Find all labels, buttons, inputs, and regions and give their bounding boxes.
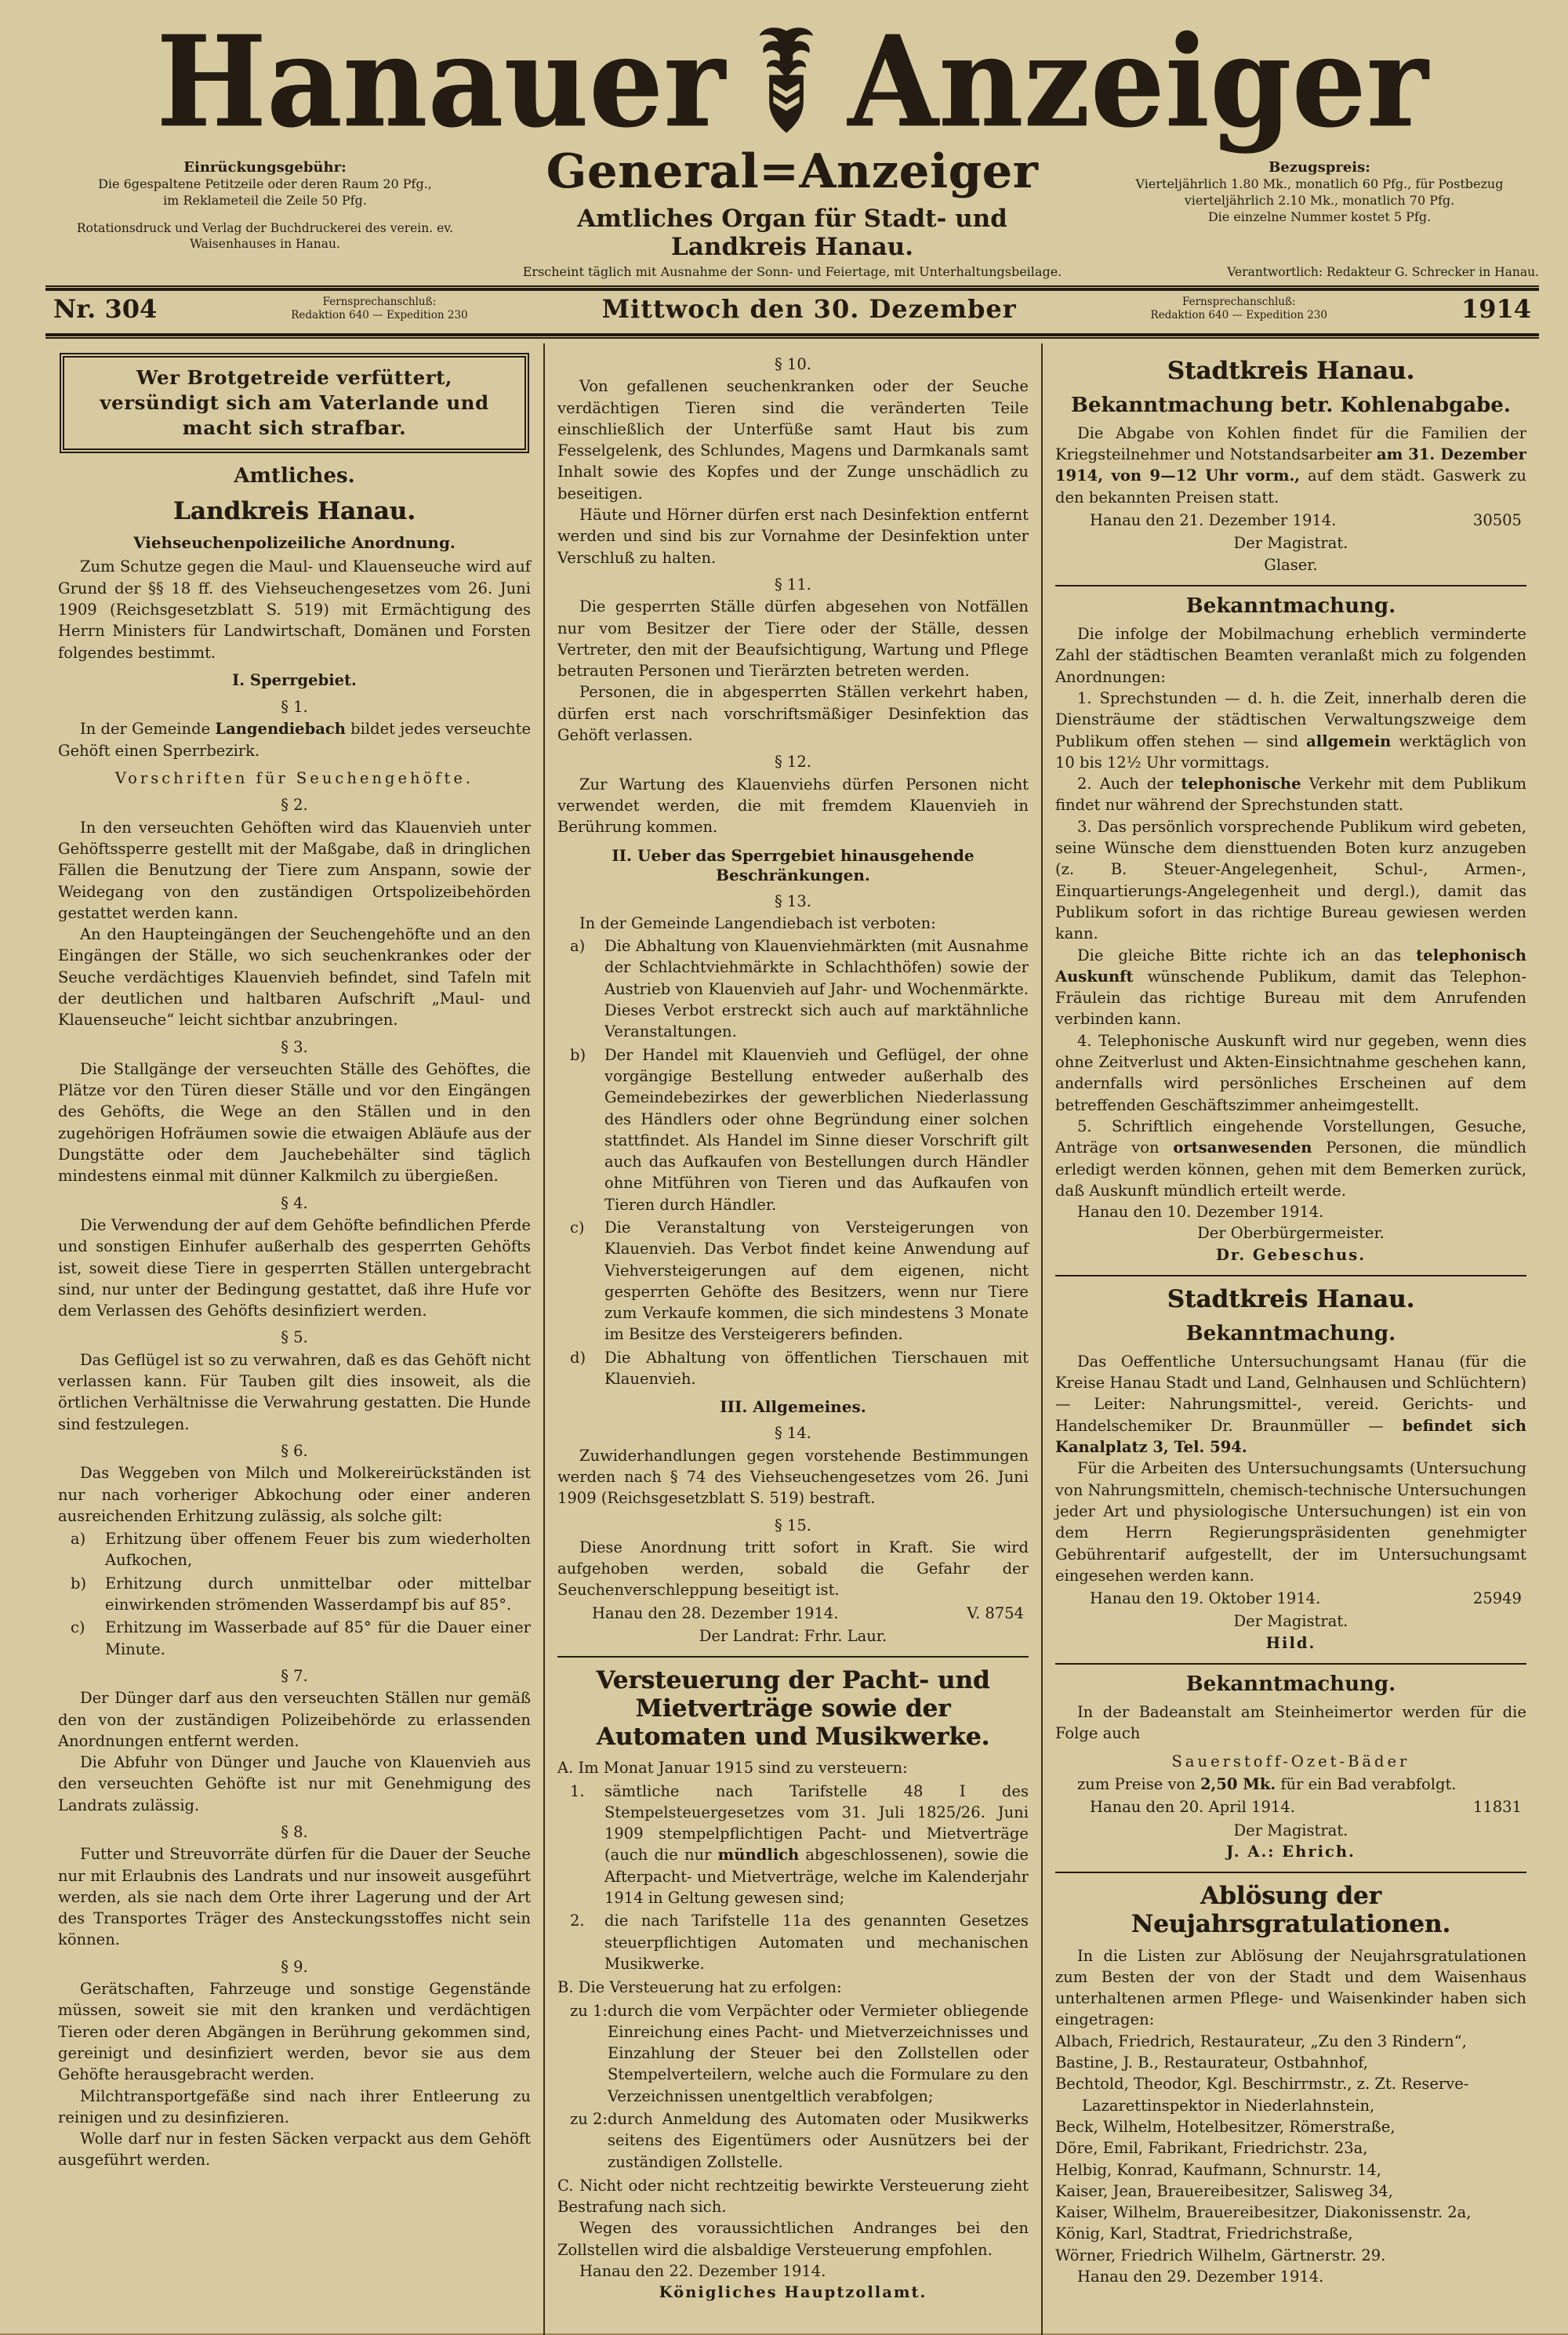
signature-place-date: Hanau den 20. April 1914. (1089, 1798, 1295, 1817)
list-text: Die Abhaltung von öffentlichen Tierschauen mit Klauenvieh. (604, 1348, 1029, 1389)
paragraph: C. Nicht oder nicht rechtzeitig bewirkte Versteuerung zieht Bestrafung nach sich. (557, 2176, 1029, 2217)
list-item (557, 1347, 1029, 1390)
name-entry: Helbig, Konrad, Kaufmann, Schnurstr. 14, (1054, 2160, 1381, 2179)
list-text: Der Handel mit Klauenvieh und Geflügel, der ohne vorgängige Bestellung entweder außerhalb des Gemeindebezirkes der gewerblichen Niederlassung des Händlers oder ohne Begründung einer solchen stattfindet. Als Handel im Sinne dieser Vorschrift gilt auch das Aufkaufen von Bestellungen durch Händler ohne Mitführen von Tieren und das Aufkaufen von Tieren durch Händler. (604, 1045, 1029, 1214)
signature-number: 11831 (1472, 1798, 1522, 1817)
responsible-editor-line: Verantwortlich: Redakteur G. Schrecker in Hanau. (1227, 265, 1539, 279)
paragraph: In der Badeanstalt am Steinheimertor werden für die Folge auch (1054, 1703, 1526, 1743)
signature-number: 30505 (1472, 511, 1522, 530)
issue-date: Mittwoch den 30. Dezember (601, 294, 1017, 324)
printer-line: Rotationsdruck und Verlag der Buchdruckerei des verein. ev. Waisenhauses in Hanau. (76, 220, 454, 252)
paragraph: Für die Arbeiten des Untersuchungsamts (Untersuchung von Nahrungsmitteln, chemisch-technische Untersuchungen jeder Art und physiologische Untersuchungen) ist ein von dem Herrn Regierungspräsidenten genehmigter Gebührentarif aufgestellt, der im Untersuchungsamt eingesehen werden kann. (1054, 1459, 1526, 1585)
list-text: sämtliche nach Tarifstelle 48 I des Stempelsteuergesetzes vom 31. Juli 1825/26. Juni 1909 stempelpflichtigen Pacht- und Mietverträge (auch die nur mündlich abgeschlossenen), sowie die Afterpacht- und Mietverträge, welche im Kalenderjahr 1914 in Geltung gewesen sind; (604, 1781, 1029, 1908)
paragraph: 1. Sprechstunden — d. h. die Zeit, innerhalb deren die Diensträume der städtischen Verwaltungszweige dem Publikum offen stehen — sind allgemein werktäglich von 10 bis 12½ Uhr vormittags. (1054, 688, 1526, 772)
title-word-right: Anzeiger (848, 8, 1428, 155)
section-heading: I. Sperrgebiet. (232, 670, 357, 689)
name-entry: Beck, Wilhelm, Hotelbesitzer, Römerstraße, (1054, 2117, 1396, 2136)
dateline (45, 291, 1539, 327)
signature-name: Dr. Gebeschus. (1215, 1245, 1366, 1264)
list-marker: zu 2: (569, 2110, 608, 2128)
list-marker: a) (71, 1530, 86, 1549)
list-text: durch Anmeldung des Automaten oder Musikwerks seitens des Eigentümers oder Ausnützers bei der zuständigen Zollstelle. (608, 2110, 1029, 2171)
name-entry: König, Karl, Stadtrat, Friedrichstraße, (1054, 2224, 1353, 2243)
list-marker: c) (569, 1218, 585, 1236)
name-entry: Albach, Friedrich, Restaurateur, „Zu den 3 Rindern“, (1054, 2032, 1467, 2050)
signature-line: Der Landrat: Frhr. Laur. (699, 1627, 887, 1646)
phone-numbers: Redaktion 640 — Expedition 230 (1150, 309, 1327, 321)
name-entry: Kaiser, Jean, Brauereibesitzer, Salisweg 34, (1054, 2181, 1393, 2200)
section-mark: § 9. (281, 1957, 308, 1976)
section-mark: § 1. (281, 698, 308, 717)
masthead-center (510, 144, 1075, 261)
list-marker: a) (569, 937, 586, 956)
phone-info-right (1151, 296, 1327, 322)
list-marker: b) (71, 1574, 87, 1592)
section-mark: § 5. (281, 1328, 308, 1347)
list-marker: b) (569, 1045, 586, 1064)
article-headline: Stadtkreis Hanau. (1167, 1285, 1415, 1313)
list-item (58, 1528, 531, 1571)
name-entry: Wörner, Friedrich Wilhelm, Gärtnerstr. 29. (1054, 2246, 1386, 2264)
paragraph: Zum Schutze gegen die Maul- und Klauenseuche wird auf Grund der §§ 18 ff. des Viehseuchengesetzes vom 26. Juni 1909 (Reichsgesetzblatt S. 519) mit Ermächtigung des Herrn Ministers für Landwirtschaft, Domänen und Forsten folgendes bestimmt. (58, 557, 531, 662)
name-entry: Bastine, J. B., Restaurateur, Ostbahnhof, (1054, 2054, 1368, 2072)
phone-label: Fernsprechanschluß: (1181, 296, 1296, 309)
issue-number: Nr. 304 (53, 294, 158, 324)
article-subheading: Viehseuchenpolizeiliche Anordnung. (133, 533, 456, 553)
paragraph: A. Im Monat Januar 1915 sind zu versteuern: (557, 1759, 908, 1778)
issue-year: 1914 (1461, 294, 1531, 324)
masthead-bottom-row (45, 264, 1539, 279)
phone-label: Fernsprechanschluß: (322, 296, 437, 309)
paragraph: In der Gemeinde Langendiebach ist verboten: (579, 913, 936, 932)
list-marker: c) (71, 1618, 85, 1637)
article-divider (1055, 1663, 1526, 1665)
paragraph: Hanau den 29. Dezember 1914. (1076, 2267, 1324, 2286)
paragraph: Häute und Hörner dürfen erst nach Desinfektion entfernt werden und sind bis zur Vornahme der Desinfektion unter Verschluß zu halten. (557, 506, 1029, 567)
section-mark: § 12. (774, 753, 811, 772)
article-divider (1055, 1275, 1526, 1276)
title-word-left: Hanauer (156, 8, 726, 155)
paragraph: Milchtransportgefäße sind nach ihrer Entleerung zu reinigen und zu desinfizieren. (58, 2086, 531, 2126)
list-item (557, 1044, 1029, 1215)
masthead (45, 8, 1539, 279)
paragraph: Die Stallgänge der verseuchten Ställe des Gehöftes, die Plätze vor den Türen dieser Ställe und vor den Eingängen des Gehöfts, die Wege an den Ställen und in den zugehörigen Hofräumen sowie die etwaigen Abläufe aus der Dungstätte oder dem Jauchebehälter sind täglich mindestens einmal mit dünner Kalkmilch zu übergießen. (58, 1059, 531, 1186)
coat-of-arms-icon (746, 24, 827, 140)
paragraph: Zur Wartung des Klauenviehs dürfen Personen nicht verwendet werden, die mit fremdem Klauenvieh in Berührung kommen. (557, 775, 1029, 837)
paragraph: Das Geflügel ist so zu verwahren, daß es das Gehöft nicht verlassen kann. Für Tauben gilt dies insoweit, als die örtlichen Verhältnisse die Verwahrung gestatten. Die Hunde sind festzulegen. (58, 1350, 531, 1433)
paragraph: Die gleiche Bitte richte ich an das telephonisch Auskunft wünschende Publikum, damit das Telephon-Fräulein das richtige Bureau mit dem Anrufenden verbinden kann. (1054, 946, 1526, 1029)
body-columns (45, 343, 1539, 2335)
signature-number: V. 8754 (967, 1603, 1024, 1622)
name-entry: Kaiser, Wilhelm, Brauereibesitzer, Diakonissenstr. 2a, (1054, 2203, 1472, 2222)
signature-name: Königliches Hauptzollamt. (659, 2283, 927, 2302)
list-text: durch die vom Verpächter oder Vermieter obliegende Einreichung eines Pacht- und Mietverzeichnisses und Einzahlung der Steuer bei den Zollstellen oder Stempelverteilern, welche auch die Formulare zu den Verzeichnissen unentgeltlich verabfolgen; (608, 2001, 1029, 2105)
list-text: die nach Tarifstelle 11a des genannten Gesetzes steuerpflichtigen Automaten und mechanischen Musikwerke. (604, 1912, 1029, 1973)
name-entry: Bechtold, Theodor, Kgl. Beschirrmstr., z. Zt. Reserve-Lazarettinspektor in Niederlahnstein, (1054, 2075, 1469, 2115)
paragraph: B. Die Versteuerung hat zu erfolgen: (557, 1978, 842, 1997)
list-marker: d) (569, 1348, 586, 1367)
section-mark: § 6. (281, 1441, 308, 1460)
subscription-line: Vierteljährlich 1.80 Mk., monatlich 60 Pfg., für Postbezug vierteljährlich 2.10 Mk., monatlich 70 Pfg. (1135, 176, 1504, 209)
article-subheading: III. Allgemeines. (720, 1397, 866, 1417)
signature-row (1055, 1586, 1526, 1611)
subtitle: General=Anzeiger (546, 144, 1039, 199)
signature-place-date: Hanau den 28. Dezember 1914. (591, 1603, 839, 1622)
paragraph: Diese Anordnung tritt sofort in Kraft. Sie wird aufgehoben werden, sobald die Gefahr der Seuchenverschleppung beseitigt ist. (557, 1538, 1029, 1600)
paragraph: Das Weggeben von Milch und Molkereirückständen ist nur nach vorheriger Abkochung oder einer anderen ausreichenden Erhitzung zulässig, als solche gilt: (58, 1464, 531, 1525)
paragraph: Futter und Streuvorräte dürfen für die Dauer der Seuche nur mit Erlaubnis des Landrats und nur insoweit ausgeführt werden, als sie nach dem Orte ihrer Lagerung und der Art des Transportes Träger des Ansteckungsstoffes nicht sein können. (58, 1845, 531, 1949)
paragraph: Hanau den 22. Dezember 1914. (579, 2262, 826, 2281)
list-text: Die Abhaltung von Klauenviehmärkten (mit Ausnahme der Schlachtviehmärkte in Schlachthöfen) sowie der Austrieb von Klauenvieh auf Jahr- und Wochenmärkte. Dieses Verbot erstreckt sich auch auf marktähnliche Veranstaltungen. (604, 937, 1029, 1041)
newspaper-title (45, 8, 1539, 155)
signature-line: Der Magistrat. (1233, 1612, 1348, 1631)
dateline-divider-rule (45, 333, 1539, 339)
subscription-price-box (1100, 147, 1539, 226)
phone-info-left (291, 296, 467, 322)
section-mark: § 10. (774, 355, 811, 373)
insertion-fee-line: Die 6gespaltene Petitzeile oder deren Raum 20 Pfg., (98, 176, 432, 192)
column-3 (1041, 343, 1539, 2335)
section-mark: § 8. (281, 1822, 308, 1841)
article-headline: Ablösung der Neujahrsgratulationen. (1131, 1882, 1451, 1938)
article-divider (557, 1656, 1029, 1658)
paragraph: 5. Schriftlich eingehende Vorstellungen, Gesuche, Anträge von ortsanwesenden Personen, die mündlich erledigt werden können, gehen mit dem Bemerken zurück, daß Auskunft mündlich erteilt werde. (1054, 1117, 1526, 1200)
signature-row (1055, 508, 1526, 532)
list-text: Erhitzung im Wasserbade auf 85° für die Dauer einer Minute. (105, 1618, 531, 1658)
article-heading: Bekanntmachung. (1185, 1672, 1396, 1696)
phone-numbers: Redaktion 640 — Expedition 230 (291, 309, 468, 321)
list-text: Erhitzung über offenem Feuer bis zum wiederholten Aufkochen, (105, 1530, 531, 1570)
paragraph: 2. Auch der telephonische Verkehr mit dem Publikum findet nur während der Sprechstunden statt. (1054, 775, 1526, 815)
paragraph: Der Dünger darf aus den verseuchten Ställen nur gemäß den von der zuständigen Polizeibehörde zu erlassenden Anordnungen entfernt werden. (58, 1689, 531, 1750)
section-mark: § 15. (774, 1516, 811, 1534)
paragraph: zum Preise von 2,50 Mk. für ein Bad verabfolgt. (1076, 1775, 1457, 1794)
signature-line: Der Magistrat. (1233, 534, 1348, 553)
article-headline: Versteuerung der Pacht- und Mietverträge sowie der Automaten und Musikwerke. (596, 1666, 990, 1751)
list-item (58, 1617, 531, 1660)
subscription-heading: Bezugspreis: (1269, 159, 1370, 176)
publish-schedule-line: Erscheint täglich mit Ausnahme der Sonn- und Feiertage, mit Unterhaltungsbeilage. (522, 264, 1062, 279)
signature-number: 25949 (1472, 1589, 1522, 1608)
section-mark: § 4. (281, 1193, 308, 1212)
paragraph: An den Haupteingängen der Seuchengehöfte und an den Eingängen der Ställe, wo sich seuchenkrankes oder der Seuche verdächtiges Klauenvieh befindet, sind Tafeln mit der deutlichen und haltbaren Aufschrift „Maul- und Klauenseuche“ leicht sichtbar anzubringen. (58, 925, 531, 1030)
article-heading: Amtliches. (234, 463, 355, 488)
official-organ-line: Amtliches Organ für Stadt- und Landkreis Hanau. (577, 205, 1007, 261)
list-item (557, 2108, 1029, 2173)
signature-row (1055, 1795, 1526, 1819)
article-divider (1055, 585, 1526, 586)
paragraph: Zuwiderhandlungen gegen vorstehende Bestimmungen werden nach § 74 des Viehseuchengesetzes vom 26. Juni 1909 (Reichsgesetzblatt S. 519) bestraft. (557, 1446, 1029, 1508)
paragraph: Das Oeffentliche Untersuchungsamt Hanau (für die Kreise Hanau Stadt und Land, Gelnhausen und Schlüchtern) — Leiter: Nahrungsmittel-, vereid. Gerichts- und Handelschemiker Dr. Braunmüller — befindet sich Kanalplatz 3, Tel. 594. (1054, 1352, 1526, 1457)
list-marker: 2. (569, 1912, 585, 1930)
paragraph: Von gefallenen seuchenkranken oder der Seuche verdächtigen Tieren sind die veränderten Teile einschließlich der Unterfüße samt Haut bis zum Fesselgelenk, des Schlundes, Magens und Darmkanals samt Inhalt sowie des Kopfes und der Zunge unschädlich zu beseitigen. (557, 377, 1029, 503)
list-item (58, 1573, 531, 1616)
article-divider (1055, 1872, 1526, 1873)
insertion-fee-line: im Reklameteil die Zeile 50 Pfg. (163, 193, 367, 209)
name-entry: Döre, Emil, Fabrikant, Friedrichstr. 23a, (1054, 2139, 1368, 2158)
article-headline: Landkreis Hanau. (172, 496, 416, 525)
paragraph: In den verseuchten Gehöften wird das Klauenvieh unter Gehöftssperre gestellt mit der Maßgabe, daß in dringlichen Fällen die Benutzung der Tiere zum Anspann, sowie der Weidegang von den zuständigen Ortspolizeibehörden gestattet werden kann. (58, 818, 531, 922)
signature-name: Hild. (1265, 1633, 1316, 1652)
article-heading: Bekanntmachung. (1185, 1321, 1396, 1345)
paragraph: Die gesperrten Ställe dürfen abgesehen von Notfällen nur vom Besitzer der Tiere oder der Ställe, dessen Vertreter, den mit der Beaufsichtigung, Wartung und Pflege betrauten Personen und Tierärzten betreten werden. (557, 597, 1029, 681)
list-text: Die Veranstaltung von Versteigerungen von Klauenvieh. Das Verbot findet keine Anwendung auf Viehversteigerungen auf dem eigenen, nicht gesperrten Gehöfte des Besitzers, wenn nur Tiere zum Verkaufe kommen, die sich mindestens 3 Monate im Besitze des Versteigerers befinden. (604, 1218, 1029, 1344)
paragraph: Hanau den 10. Dezember 1914. (1076, 1203, 1324, 1222)
signature-place-date: Hanau den 19. Oktober 1914. (1089, 1589, 1321, 1608)
spaced-heading: Vorschriften für Seuchengehöfte. (114, 769, 474, 788)
paragraph: Personen, die in abgesperrten Ställen verkehrt haben, dürfen erst nach vorschriftsmäßiger Desinfektion das Gehöft verlassen. (557, 683, 1029, 745)
list-item (557, 1781, 1029, 1909)
paragraph: Gerätschaften, Fahrzeuge und sonstige Gegenstände müssen, soweit sie mit den kranken und verdächtigen Tieren oder deren Abgängen in Berührung gekommen sind, gereinigt und desinfiziert werden, bevor sie aus dem Gehöfte herausgebracht werden. (58, 1980, 531, 2084)
section-mark: § 13. (774, 892, 811, 910)
signature-place-date: Hanau den 21. Dezember 1914. (1089, 511, 1337, 530)
masthead-info-row (45, 144, 1539, 261)
section-mark: § 3. (281, 1037, 308, 1056)
boxed-notice: Wer Brotgetreide verfüttert, versündigt sich am Vaterlande und macht sich strafbar. (60, 353, 529, 453)
paragraph: Wolle darf nur in festen Säcken verpackt aus dem Gehöft ausgeführt werden. (58, 2130, 531, 2170)
list-text: Erhitzung durch unmittelbar oder mittelbar einwirkenden strömenden Wasserdampf bis auf 85°. (105, 1574, 531, 1614)
insertion-fee-box (45, 147, 485, 252)
page-content (45, 8, 1539, 2335)
column-1 (45, 343, 543, 2335)
article-heading: Bekanntmachung. (1185, 594, 1396, 618)
section-mark: § 7. (281, 1666, 308, 1685)
paragraph: Die Abgabe von Kohlen findet für die Familien der Kriegsteilnehmer und Notstandsarbeiter am 31. Dezember 1914, von 9—12 Uhr vorm., auf dem städt. Gaswerk zu den bekannten Preisen statt. (1054, 423, 1526, 507)
signature-line: Glaser. (1264, 555, 1318, 574)
signature-line: Der Magistrat. (1233, 1821, 1348, 1839)
list-item (557, 935, 1029, 1042)
article-headline: Stadtkreis Hanau. (1167, 357, 1415, 385)
list-item (557, 2000, 1029, 2107)
paragraph: Die Abfuhr von Dünger und Jauche von Klauenvieh aus den verseuchten Gehöfte ist nur mit Genehmigung des Landrats zulässig. (58, 1753, 531, 1814)
paragraph: 3. Das persönlich vorsprechende Publikum wird gebeten, seine Wünsche dem diensttuenden Boten kurz anzugeben (z. B. Steuer-Angelegenheit, Schul-, Armen-, Einquartierungs-Angelegenheit und dergl.), damit das Publikum sofort in das richtige Bureau gewiesen werden kann. (1054, 817, 1526, 943)
article-heading: Bekanntmachung betr. Kohlenabgabe. (1071, 393, 1511, 417)
section-mark: § 2. (281, 796, 308, 815)
list-marker: zu 1: (569, 2001, 608, 2020)
paragraph: Die Verwendung der auf dem Gehöfte befindlichen Pferde und sonstigen Einhufer außerhalb des gesperrten Gehöfts ist, soweit diese Tiere in gesperrten Ställen untergebracht sind, nur unter der Bedingung gestattet, daß ihre Hufe vor dem Verlassen des Gehöfts desinfiziert werden. (58, 1215, 531, 1320)
list-marker: 1. (569, 1781, 585, 1800)
masthead-divider-rule (45, 285, 1539, 291)
signature-line: Der Oberbürgermeister. (1197, 1224, 1385, 1243)
signature-name: J. A.: Ehrich. (1226, 1842, 1356, 1861)
paragraph: Die infolge der Mobilmachung erheblich verminderte Zahl der städtischen Beamten veranlaßt mich zu folgenden Anordnungen: (1054, 625, 1526, 686)
article-subheading: II. Ueber das Sperrgebiet hinausgehende Beschränkungen. (612, 845, 975, 884)
column-2 (543, 343, 1041, 2335)
spaced-heading: Sauerstoff-Ozet-Bäder (1171, 1752, 1410, 1770)
paragraph: In die Listen zur Ablösung der Neujahrsgratulationen zum Besten der von der Stadt und dem Waisenhaus unterhaltenen armen Pflege- und Waisenkinder haben sich eingetragen: (1054, 1946, 1526, 2029)
section-mark: § 14. (774, 1424, 811, 1443)
list-item (557, 1910, 1029, 1974)
signature-row (557, 1601, 1029, 1625)
insertion-fee-heading: Einrückungsgebühr: (183, 159, 347, 176)
paragraph: In der Gemeinde Langendiebach bildet jedes verseuchte Gehöft einen Sperrbezirk. (58, 720, 531, 760)
list-item (557, 1217, 1029, 1345)
paragraph: 4. Telephonische Auskunft wird nur gegeben, wenn dies ohne Zeitverlust und Akten-Einsichtnahme geschehen kann, andernfalls wird persönliches Erscheinen auf dem betreffenden Geschäftszimmer anheimgestellt. (1054, 1031, 1526, 1114)
paragraph: Wegen des voraussichtlichen Andranges bei den Zollstellen wird die alsbaldige Versteuerung empfohlen. (557, 2219, 1029, 2259)
section-mark: § 11. (774, 575, 811, 594)
subscription-line: Die einzelne Nummer kostet 5 Pfg. (1207, 209, 1432, 224)
